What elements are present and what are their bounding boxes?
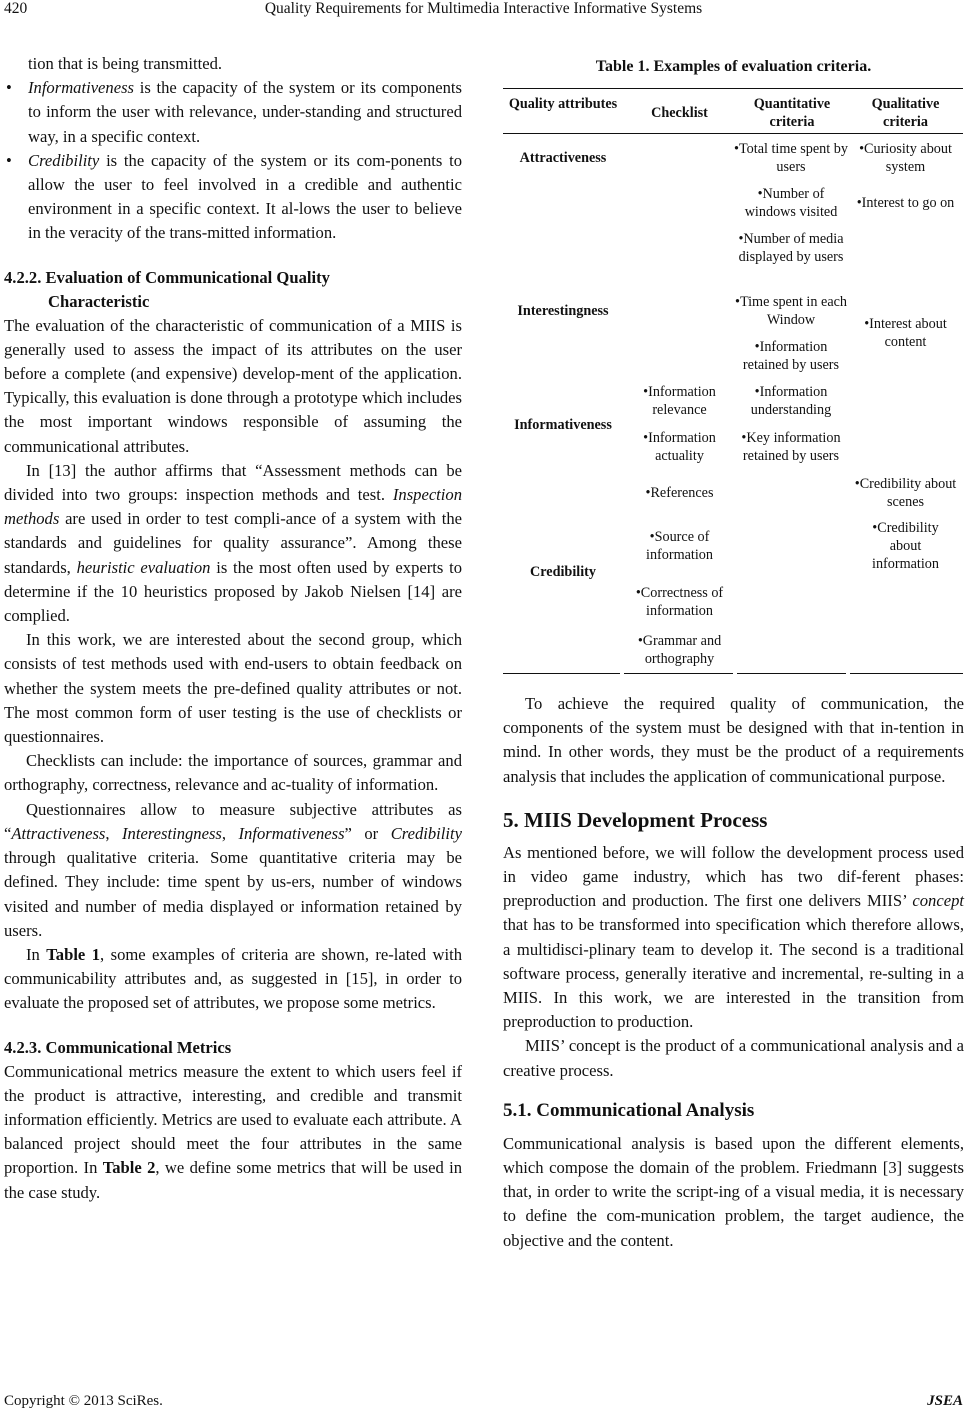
- quantitative-cell: •Total time spent by users: [734, 141, 848, 175]
- qualitative-cell: •Credibility about scenes: [854, 476, 957, 510]
- quantitative-cell: •Number of media displayed by users: [738, 231, 844, 265]
- subsection-heading: 5.1. Communicational Analysis: [503, 1099, 755, 1121]
- bullet-icon: •: [6, 150, 12, 170]
- table-rule-bottom: [850, 673, 963, 674]
- table-rule-bottom: [503, 673, 620, 674]
- table-caption: Table 1. Examples of evaluation criteria.: [595, 58, 872, 75]
- paragraph: tion that is being transmitted.: [28, 54, 223, 73]
- attribute-cell: Credibility: [530, 564, 596, 580]
- section-heading: 5. MIIS Development Process: [503, 807, 768, 832]
- section-heading: 4.2.3. Communicational Metrics: [4, 1037, 232, 1057]
- paragraph: The evaluation of the characteristic of communication of a MIIS is generally used to assess the impact of its attributes on the user before a complete (and expensive) develop-ment of the application. Typically, this evaluation is done through a prototype which includes the most important windows responsible of assuming the communicational attributes.: [4, 315, 462, 456]
- checklist-cell: •Correctness of information: [635, 585, 724, 619]
- section-heading: 4.2.2. Evaluation of Communicational Quality Characteristic: [4, 267, 330, 311]
- paragraph: MIIS’ concept is the product of a communicational analysis and a creative process.: [503, 1036, 964, 1080]
- right-column: [503, 692, 964, 1253]
- attribute-cell: Informativeness: [514, 417, 612, 433]
- journal-name: JSEA: [927, 1393, 963, 1409]
- term: Informativeness: [28, 78, 134, 98]
- quantitative-cell: •Information understanding: [750, 384, 832, 418]
- paragraph: In this work, we are interested about the second group, which consists of test methods used with end-users to obtain feedback on whether the system meets the pre-defined quality attributes or not. The most common form of user testing is the use of checklists or questionnaires.: [4, 630, 462, 747]
- paragraph: Questionnaires allow to measure subjective attributes as “Attractiveness, Interestingness, Informativeness” or Credibility through qualitative criteria. Some quantitative criteria may be defined. They include: time spent by us-ers, number of windows visited and number of media displayed or information retained by users.: [4, 799, 462, 940]
- column-header: Checklist: [651, 105, 708, 121]
- running-head: [0, 0, 967, 22]
- term: Credibility: [28, 150, 100, 170]
- table-rule-bottom: [737, 673, 846, 674]
- attribute-cell: Interestingness: [517, 303, 609, 319]
- evaluation-criteria-table: [503, 88, 963, 688]
- paragraph: Communicational analysis is based upon the different elements, which compose the domain of the problem. Friedmann [3] suggests that, in order to write the script-ing of a visual media, it is necessary to define the com-munication problem, the target audience, the objective and the content.: [503, 1133, 964, 1250]
- running-title: Quality Requirements for Multimedia Interactive Informative Systems: [264, 0, 703, 17]
- table-rule-top: [503, 88, 963, 89]
- bullet-icon: •: [6, 78, 12, 98]
- paragraph: As mentioned before, we will follow the development process used in video game industry, which has two dif-ferent phases: preproduction and production. The first one delivers MIIS’ concept that has to be transformed into specification which therefore allows, a multidisci-plinary team to develop it. The second is a traditional software process, generally iterative and incremental, re-sulting in a MIIS. In this work, we are interested in the transition from preproduction to production.: [503, 842, 964, 1032]
- attribute-cell: Attractiveness: [519, 150, 607, 166]
- paragraph: In [13] the author affirms that “Assessment methods can be divided into two groups: inspection methods and test. Inspection methods are used in order to test compli-ance of a system with the standards and guidelines for quality assurance”. Among these standards, heuristic evaluation is the most often used by experts to determine if the 10 heuristics proposed by Jakob Nielsen [14] are complied.: [4, 460, 462, 626]
- copyright: Copyright © 2013 SciRes.: [4, 1393, 163, 1409]
- paragraph: In Table 1, some examples of criteria are shown, re-lated with communicability attributes and, as suggested in [15], in order to evaluate the proposed set of attributes, we propose some metrics.: [4, 944, 462, 1013]
- column-header: Qualitative criteria: [871, 96, 940, 130]
- column-header: Quality attributes: [508, 96, 618, 112]
- bullet-list: [4, 76, 462, 245]
- quantitative-cell: •Information retained by users: [742, 339, 840, 373]
- qualitative-cell: •Credibility about information: [872, 520, 939, 572]
- checklist-cell: •References: [645, 485, 714, 501]
- table-rule-header: [503, 133, 963, 134]
- page-number: 420: [4, 0, 28, 17]
- left-column: [4, 52, 462, 1205]
- list-item: • Informativeness is the capacity of the system or its components to inform the user with relevance, under-standing and structured way, in a specific context.: [6, 78, 462, 146]
- checklist-cell: •Information relevance: [643, 384, 716, 418]
- column-header: Quantitative criteria: [753, 96, 831, 130]
- qualitative-cell: •Interest to go on: [856, 195, 955, 211]
- quantitative-cell: •Key information retained by users: [741, 430, 841, 464]
- checklist-cell: •Source of information: [646, 529, 713, 563]
- list-item: • Credibility is the capacity of the system or its com-ponents to allow the user to feel involved in a credible and authentic environment in a specific context. It al-lows the user to believe in the veracity of the trans-mitted information.: [6, 150, 462, 243]
- table-rule-bottom: [624, 673, 733, 674]
- checklist-cell: •Information actuality: [643, 430, 716, 464]
- paragraph: Communicational metrics measure the extent to which users feel if the product is attractive, interesting, and credible and transmit information efficiently. Metrics are used to evaluate each attribute. A balanced project should meet the four attributes in the same proportion. In Table 2, we define some metrics that will be used in the case study.: [4, 1061, 462, 1202]
- paragraph: To achieve the required quality of communication, the components of the system must be designed with that in-tention in mind. In other words, they must be the product of a requirements analysis that includes the application of communicational purpose.: [503, 694, 964, 786]
- qualitative-cell: •Interest about content: [864, 316, 947, 350]
- checklist-cell: •Grammar and orthography: [637, 633, 722, 667]
- paragraph: Checklists can include: the importance of sources, grammar and orthography, correctness, relevance and ac-tuality of information.: [4, 751, 462, 795]
- quantitative-cell: •Number of windows visited: [744, 186, 838, 220]
- quantitative-cell: •Time spent in each Window: [734, 294, 848, 328]
- qualitative-cell: •Curiosity about system: [859, 141, 952, 175]
